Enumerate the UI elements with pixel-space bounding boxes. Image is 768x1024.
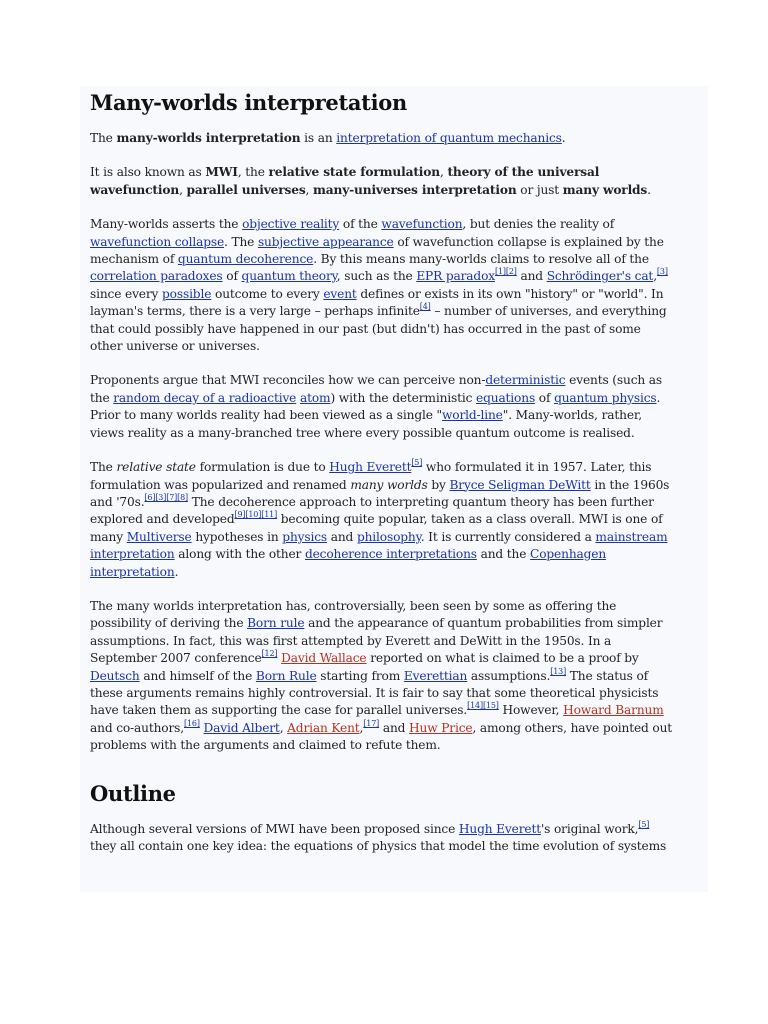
text: they all contain one key idea: the equations of physics that model the time evolution of systems (90, 839, 667, 853)
bold-term: MWI (205, 165, 238, 180)
italic-term: many worlds (350, 477, 428, 492)
text: The status of these arguments remains highly controversial. It is fair to say that some theoretical physicists have taken them as supporting the case for parallel universes. (90, 668, 659, 718)
text: assumptions. (467, 668, 551, 683)
paragraph-history (90, 459, 676, 581)
citation-link[interactable]: [17] (363, 718, 380, 728)
text: , (439, 165, 448, 180)
article-content (90, 90, 676, 872)
link-philosophy[interactable]: philosophy (356, 529, 421, 544)
link-wavefunction-collapse[interactable]: wavefunction collapse (90, 234, 225, 249)
citation-link[interactable]: [15] (482, 701, 499, 711)
text: who formulated it in 1957. Later, this formulation was popularized and renamed (90, 460, 652, 492)
citation-link[interactable]: [4] (419, 302, 431, 312)
page-title: Many-worlds interpretation (90, 90, 407, 115)
text: becoming quite popular, taken as a class overall. MWI is one of many (90, 512, 663, 544)
bold-term: theory of the universal wavefunction (90, 165, 600, 197)
text: and (379, 720, 410, 735)
link-everettian[interactable]: Everettian (403, 668, 468, 683)
citation-link[interactable]: [11] (261, 510, 278, 520)
link-hugh-everett-2[interactable]: Hugh Everett (458, 821, 541, 836)
link-howard-barnum[interactable]: Howard Barnum (563, 703, 664, 718)
citation-link[interactable]: [12] (261, 649, 278, 659)
link-multiverse[interactable]: Multiverse (126, 529, 192, 544)
link-david-albert[interactable]: David Albert (203, 720, 280, 735)
link-adrian-kent[interactable]: Adrian Kent (287, 720, 360, 735)
text: and the (476, 547, 531, 562)
link-equations[interactable]: equations (476, 390, 536, 405)
link-wavefunction[interactable]: wavefunction (381, 217, 463, 232)
link-born-rule-2[interactable]: Born Rule (255, 668, 317, 683)
text: . (174, 564, 179, 579)
text: reported on what is claimed to be a proof by (366, 651, 639, 666)
text: , (279, 720, 288, 735)
citation-link[interactable]: [2] (505, 267, 517, 277)
bold-term: many-worlds interpretation (116, 131, 301, 145)
link-quantum-decoherence[interactable]: quantum decoherence (177, 252, 314, 267)
text: 's original work, (540, 821, 639, 836)
text: . By this means many-worlds claims to resolve all of the (313, 252, 649, 267)
paragraph-assertions (90, 216, 676, 355)
citation-link[interactable]: [10] (245, 510, 262, 520)
link-atom[interactable]: atom (299, 390, 331, 405)
text: Although several versions of MWI have been proposed since (90, 821, 459, 836)
link-event[interactable]: event (323, 286, 357, 301)
link-huw-price[interactable]: Huw Price (409, 720, 473, 735)
text: of the (339, 217, 382, 232)
citation-link[interactable]: [13] (550, 666, 567, 676)
section-heading-outline: Outline (90, 780, 176, 806)
text: of (222, 269, 242, 284)
citation-link[interactable]: [6] (144, 492, 156, 502)
paragraph-proponents (90, 372, 676, 442)
text: and (327, 529, 357, 544)
citation-link[interactable]: [5] (638, 819, 650, 829)
text: since every (90, 286, 163, 301)
text: starting from (316, 668, 404, 683)
text: in the 1960s and '70s. (90, 477, 670, 509)
text: events (such as the (90, 373, 663, 405)
paragraph-aliases (90, 164, 676, 199)
text: Proponents argue that MWI reconciles how we can perceive non- (90, 373, 486, 388)
link-physics[interactable]: physics (282, 529, 328, 544)
text: The decoherence approach to interpreting quantum theory has been further explored and developed (90, 494, 654, 527)
citation-link[interactable]: [1] (494, 267, 506, 277)
text: . (561, 131, 566, 145)
link-objective-reality[interactable]: objective reality (242, 217, 340, 232)
citation-link[interactable]: [9] (234, 510, 246, 520)
text: is an (300, 131, 337, 145)
link-mainstream-interpretation[interactable]: mainstream interpretation (90, 529, 668, 562)
link-decoherence-interpretations[interactable]: decoherence interpretations (304, 547, 477, 562)
citation-link[interactable]: [7] (166, 492, 178, 502)
text: . The (224, 234, 258, 249)
text: , (359, 720, 364, 735)
link-born-rule[interactable]: Born rule (247, 616, 305, 631)
citation-link[interactable]: [16] (183, 718, 200, 728)
paragraph-intro (90, 130, 676, 147)
link-hugh-everett[interactable]: Hugh Everett (329, 460, 412, 475)
text: , (179, 182, 187, 197)
text: of wavefunction collapse is explained by the mechanism of (90, 234, 664, 267)
text: , among others, have pointed out problems with the arguments and claimed to refute them. (90, 720, 673, 753)
link-schrodingers-cat[interactable]: Schrödinger's cat (546, 269, 654, 284)
link-epr-paradox[interactable]: EPR paradox (416, 269, 495, 284)
text: The (90, 460, 117, 475)
text: . (647, 182, 651, 197)
link-david-wallace[interactable]: David Wallace (281, 651, 367, 666)
italic-term: relative state (116, 460, 196, 475)
link-random-decay[interactable]: random decay of a radioactive (113, 390, 297, 405)
text: , (305, 182, 313, 197)
text: , (653, 269, 657, 284)
text: However, (498, 703, 564, 718)
text: defines or exists in its own "history" or "world". In layman's terms, there is a very large – perhaps infinite (90, 286, 664, 319)
bold-term: parallel universes (186, 182, 306, 197)
bold-term: many-universes interpretation (312, 182, 517, 197)
citation-link[interactable]: [3] (155, 492, 167, 502)
text: The many worlds interpretation has, controversially, been seen by some as offering the possibility of deriving the (90, 598, 617, 631)
link-world-line[interactable]: world-line (441, 408, 503, 423)
text: outcome to every (211, 286, 324, 301)
text: ". Many-worlds, rather, views reality as a many-branched tree where every possible quantum outcome is realised. (90, 408, 642, 440)
text: formulation is due to (195, 460, 330, 475)
text: . It is currently considered a (420, 529, 596, 544)
text: along with the other (174, 547, 305, 562)
link-interpretation-of-quantum-mechanics[interactable]: interpretation of quantum mechanics (336, 131, 562, 145)
citation-link[interactable]: [3] (656, 267, 668, 277)
text: by (427, 477, 450, 492)
link-deterministic[interactable]: deterministic (485, 373, 566, 388)
link-quantum-physics[interactable]: quantum physics (554, 390, 657, 405)
text: and co-authors, (90, 720, 184, 735)
citation-link[interactable]: [5] (411, 458, 423, 468)
link-copenhagen-interpretation[interactable]: Copenhagen interpretation (90, 547, 607, 579)
text: ) with the deterministic (330, 390, 477, 405)
link-subjective-appearance[interactable]: subjective appearance (257, 234, 394, 249)
text: Many-worlds asserts the (90, 217, 243, 232)
paragraph-born-rule (90, 598, 676, 755)
text: , the (237, 165, 269, 180)
citation-link[interactable]: [14] (467, 701, 483, 711)
text: It is also known as (90, 165, 206, 180)
text: The (90, 131, 117, 145)
text: of (535, 390, 555, 405)
text: , but denies the reality of (462, 217, 615, 232)
text: hypotheses in (191, 529, 283, 544)
text: . Prior to many worlds reality had been viewed as a single " (90, 390, 661, 423)
paragraph-outline (90, 821, 676, 856)
text: , such as the (336, 269, 417, 284)
text: and the appearance of quantum probabilities from simpler assumptions. In fact, this was first attempted by Everett and DeWitt in the 1950s. In a September 2007 conference (90, 616, 663, 666)
bold-term: relative state formulation (268, 165, 440, 180)
text: and himself of the (139, 668, 256, 683)
link-bryce-seligman-dewitt[interactable]: Bryce Seligman DeWitt (449, 477, 591, 492)
text: – number of universes, and everything that could possibly have happened in our past (but didn't) has occurred in the past of some other universe or universes. (90, 304, 667, 354)
text: and (516, 269, 547, 284)
link-deutsch[interactable]: Deutsch (90, 668, 140, 683)
link-quantum-theory[interactable]: quantum theory (241, 269, 337, 284)
text: or just (516, 182, 563, 197)
bold-term: many worlds (562, 182, 648, 197)
citation-link[interactable]: [8] (177, 492, 188, 502)
link-possible[interactable]: possible (162, 286, 212, 301)
link-correlation-paradoxes[interactable]: correlation paradoxes (90, 269, 223, 284)
